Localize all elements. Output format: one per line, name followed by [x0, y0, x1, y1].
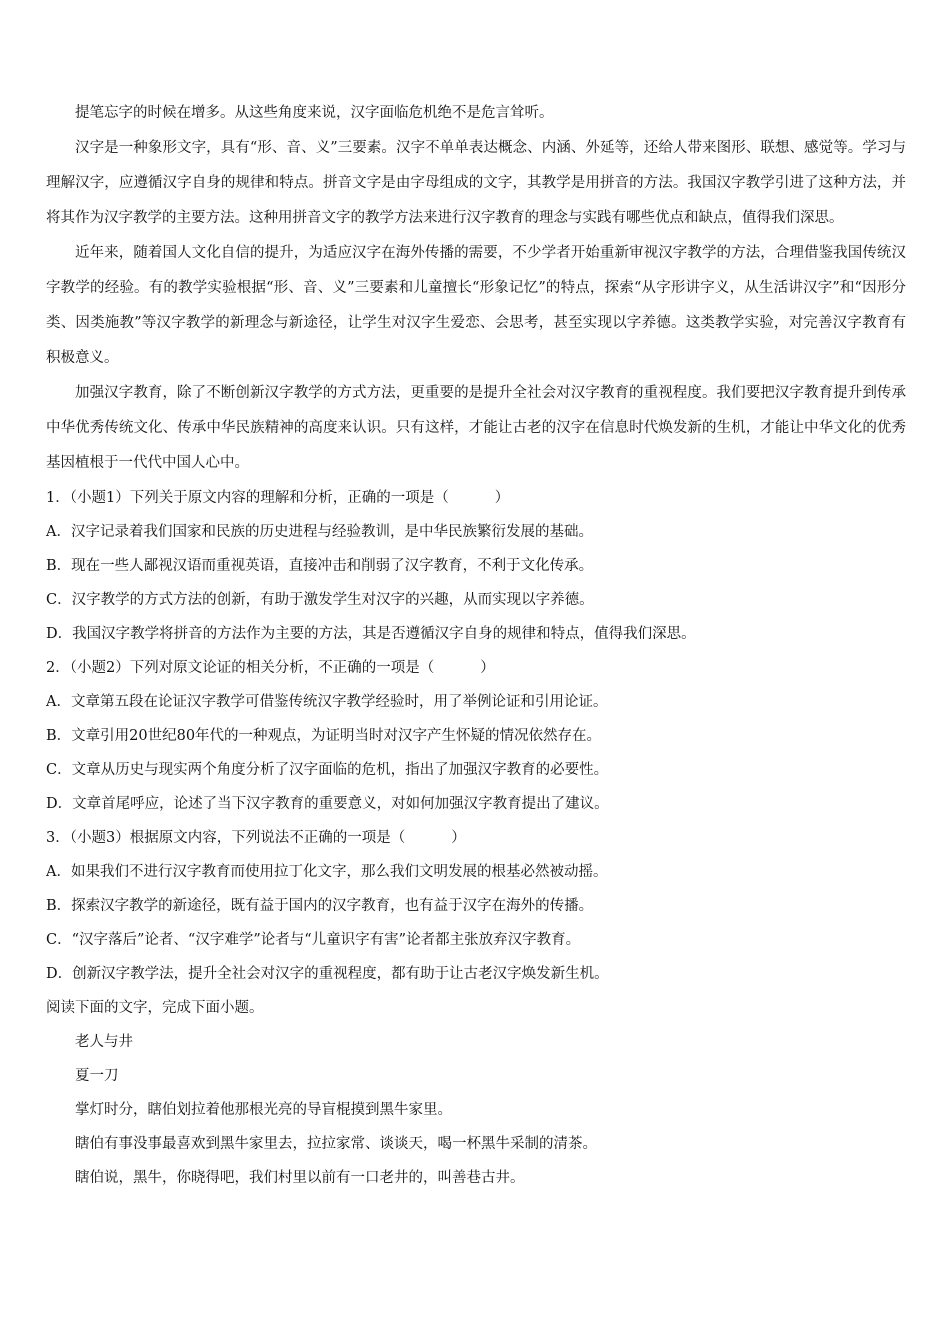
option-d: D．创新汉字教学法，提升全社会对汉字的重视程度，都有助于让古老汉字焕发新生机。: [46, 966, 609, 982]
passage-paragraph-4: 加强汉字教育，除了不断创新汉字教学的方式方法，更重要的是提升全社会对汉字教育的重视程度。我们要把汉字教育提升到传承中华优秀传统文化、传承中华民族精神的高度来认识。只有这样，才能让古老的汉字在信息时代焕发新的生机，才能让中华文化的优秀基因植根于一代代中国人心中。: [46, 385, 906, 471]
reading-section: [46, 991, 906, 1195]
question-stem: [46, 651, 906, 685]
passage-paragraph-1: 提笔忘字的时候在增多。从这些角度来说，汉字面临危机绝不是危言耸听。: [75, 105, 554, 121]
question-stem-close: ）: [494, 490, 510, 506]
question-block-2: [46, 651, 906, 821]
question-block-1: [46, 481, 906, 651]
question-stem: [46, 821, 906, 855]
option-a: A．汉字记录着我们国家和民族的历史进程与经验教训，是中华民族繁衍发展的基础。: [46, 524, 593, 540]
story-title: 老人与井: [75, 1034, 133, 1050]
option-a: A．如果我们不进行汉字教育而使用拉丁化文字，那么我们文明发展的根基必然被动摇。: [46, 864, 608, 880]
question-stem-text: 3．（小题3）根据原文内容，下列说法不正确的一项是（: [46, 830, 406, 846]
reading-instruction: 阅读下面的文字，完成下面小题。: [46, 1000, 264, 1016]
question-stem-text: 1．（小题1）下列关于原文内容的理解和分析，正确的一项是（: [46, 490, 449, 506]
question-stem-text: 2．（小题2）下列对原文论证的相关分析，不正确的一项是（: [46, 660, 435, 676]
option-d: D．文章首尾呼应，论述了当下汉字教育的重要意义，对如何加强汉字教育提出了建议。: [46, 796, 609, 812]
story-line: 瞎伯说，黑牛，你晓得吧，我们村里以前有一口老井的，叫善巷古井。: [75, 1170, 525, 1186]
question-stem-close: ）: [451, 830, 466, 846]
question-stem: [46, 481, 906, 515]
option-c: C．汉字教学的方式方法的创新，有助于激发学生对汉字的兴趣，从而实现以字养德。: [46, 592, 594, 608]
option-d: D．我国汉字教学将拼音的方法作为主要的方法，其是否遵循汉字自身的规律和特点，值得我们深思。: [46, 626, 696, 642]
passage-paragraph-2: 汉字是一种象形文字，具有“形、音、义”三要素。汉字不单单表达概念、内涵、外延等，还给人带来图形、联想、感觉等。学习与理解汉字，应遵循汉字自身的规律和特点。拼音文字是由字母组成的文字，其教学是用拼音的方法。我国汉字教学引进了这种方法，并将其作为汉字教学的主要方法。这种用拼音文字的教学方法来进行汉字教育的理念与实践有哪些优点和缺点，值得我们深思。: [46, 140, 906, 226]
question-stem-close: ）: [480, 660, 495, 676]
question-block-3: [46, 821, 906, 991]
option-b: B．现在一些人鄙视汉语而重视英语，直接冲击和削弱了汉字教育，不利于文化传承。: [46, 558, 594, 574]
story-line: 瞎伯有事没事最喜欢到黑牛家里去，拉拉家常、谈谈天，喝一杯黑牛采制的清茶。: [75, 1136, 597, 1152]
option-c: C．文章从历史与现实两个角度分析了汉字面临的危机，指出了加强汉字教育的必要性。: [46, 762, 609, 778]
option-b: B．探索汉字教学的新途径，既有益于国内的汉字教育，也有益于汉字在海外的传播。: [46, 898, 594, 914]
option-b: B．文章引用20世纪80年代的一种观点，为证明当时对汉字产生怀疑的情况依然存在。: [46, 728, 602, 744]
document-page: [46, 96, 906, 1195]
story-author: 夏一刀: [75, 1068, 119, 1084]
story-line: 掌灯时分，瞎伯划拉着他那根光亮的导盲棍摸到黑牛家里。: [75, 1102, 452, 1118]
option-c: C．“汉字落后”论者、“汉字难学”论者与“儿童识字有害”论者都主张放弃汉字教育。: [46, 932, 581, 948]
option-a: A．文章第五段在论证汉字教学可借鉴传统汉字教学经验时，用了举例论证和引用论证。: [46, 694, 608, 710]
passage-paragraph-3: 近年来，随着国人文化自信的提升，为适应汉字在海外传播的需要，不少学者开始重新审视汉字教学的方法，合理借鉴我国传统汉字教学的经验。有的教学实验根据“形、音、义”三要素和儿童擅长“形象记忆”的特点，探索“从字形讲字义，从生活讲汉字”和“因形分类、因类施教”等汉字教学的新理念与新途径，让学生对汉字生爱恋、会思考，甚至实现以字养德。这类教学实验，对完善汉字教育有积极意义。: [46, 245, 906, 366]
